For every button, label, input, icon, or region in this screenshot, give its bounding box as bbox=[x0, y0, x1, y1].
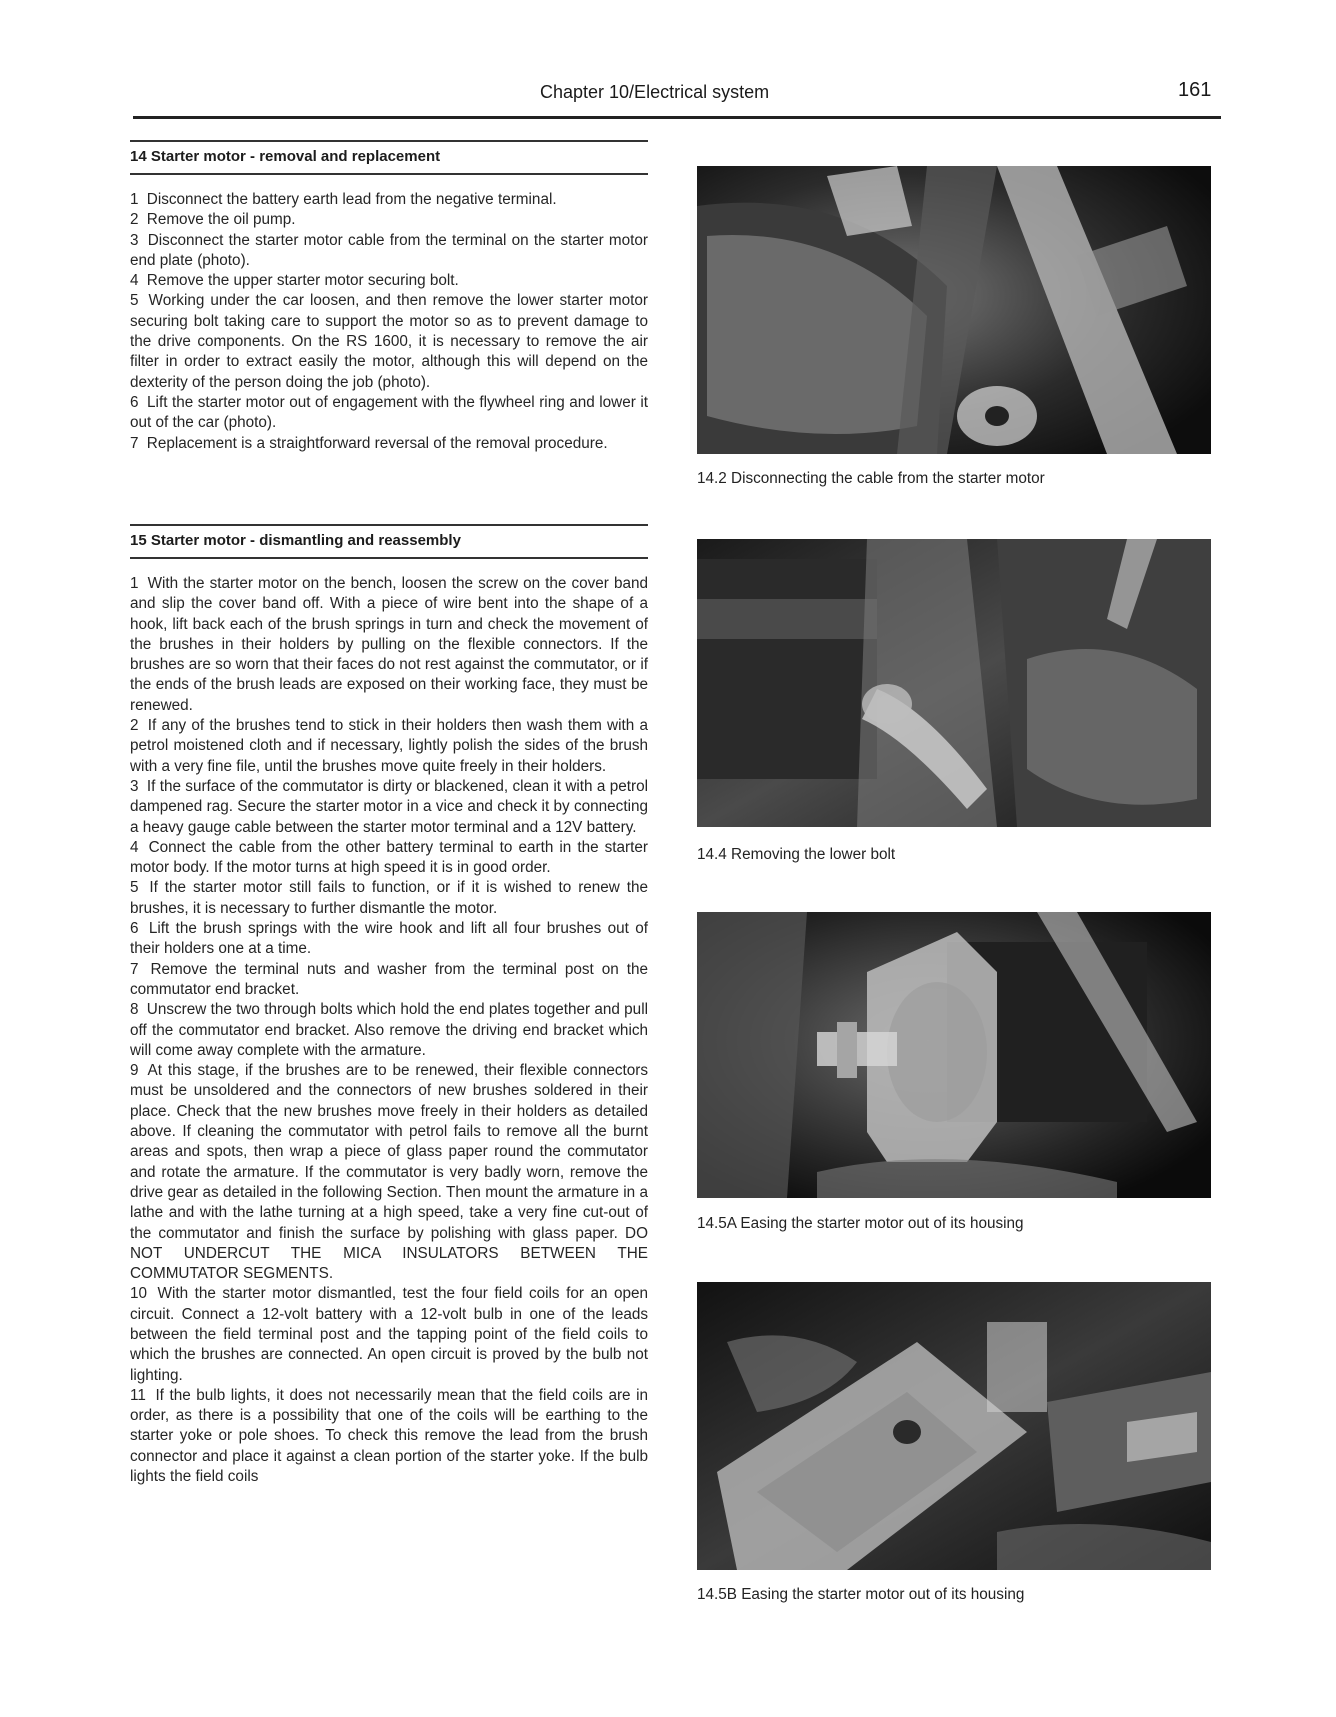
paragraph: 4 Remove the upper starter motor securing bolt. bbox=[130, 272, 459, 290]
photo-caption: 14.5B Easing the starter motor out of its housing bbox=[697, 1586, 1025, 1603]
paragraph: 6 Lift the starter motor out of engagement with the flywheel ring and lower it out of the car (photo). bbox=[130, 393, 648, 432]
photo-14-4 bbox=[697, 539, 1211, 827]
photo-14-5b bbox=[697, 1282, 1211, 1570]
paragraph: 5 If the starter motor still fails to function, or if it is wished to renew the brushes, it is necessary to further dismantle the motor. bbox=[130, 879, 649, 917]
section-15-body bbox=[130, 574, 648, 1487]
paragraph: 1 Disconnect the battery earth lead from the negative terminal. bbox=[130, 191, 557, 208]
paragraph: 1 With the starter motor on the bench, loosen the screw on the cover band and slip the cover band off. With a piece of wire bent into the shape of a hook, lift back each of the brush springs in turn and check the movement of the brushes in their holders by pulling on the flexible connectors. If the brushes are so worn that their faces do not rest against the commutator, or if the ends of the brush leads are exposed on their working face, they must be renewed. bbox=[130, 575, 648, 714]
photo-caption: 14.4 Removing the lower bolt bbox=[697, 846, 896, 863]
paragraph: 2 If any of the brushes tend to stick in their holders then wash them with a petrol moistened cloth and if necessary, lightly polish the sides of the brush with a very fine file, until the brushes move quite freely in their holders. bbox=[130, 717, 648, 775]
photo-caption: 14.2 Disconnecting the cable from the starter motor bbox=[697, 470, 1045, 487]
paragraph: 2 Remove the oil pump. bbox=[130, 211, 296, 229]
section-14-body bbox=[130, 190, 648, 454]
photo-14-2 bbox=[697, 166, 1211, 454]
paragraph: 3 Disconnect the starter motor cable from the terminal on the starter motor end plate (photo). bbox=[130, 231, 649, 269]
paragraph: 11 If the bulb lights, it does not necessarily mean that the field coils are in order, as there is a possibility that one of the coils will be earthing to the starter yoke or pole shoes. To check this remove the lead from the brush connector and place it against a clean portion of the starter yoke. If the bulb lights the field coils bbox=[130, 1386, 649, 1486]
header-rule bbox=[133, 116, 1221, 119]
paragraph: 3 If the surface of the commutator is dirty or blackened, clean it with a petrol dampened rag. Secure the starter motor in a vice and check it by connecting a heavy gauge cable between the starter motor terminal and a 12V battery. bbox=[130, 777, 649, 836]
paragraph: 10 With the starter motor dismantled, test the four field coils for an open circuit. Connect a 12-volt battery with a 12-volt bulb in one of the leads between the field terminal post and the tapping point of the field coils to which the brushes are connected. An open circuit is proved by the bulb not lighting. bbox=[130, 1285, 649, 1384]
paragraph: 5 Working under the car loosen, and then remove the lower starter motor securing bolt taking care to support the motor so as to prevent damage to the drive components. On the RS 1600, it is necessary to remove the air filter in order to extract easily the motor, although this will depend on the dexterity of the person doing the job (photo). bbox=[130, 292, 648, 391]
photo-caption: 14.5A Easing the starter motor out of its housing bbox=[697, 1215, 1024, 1232]
section-15-heading bbox=[130, 524, 648, 559]
chapter-title: Chapter 10/Electrical system bbox=[540, 82, 770, 102]
section-14-heading-text: 14 Starter motor - removal and replacement bbox=[130, 148, 441, 165]
paragraph: 4 Connect the cable from the other battery terminal to earth in the starter motor body. If the motor turns at high speed it is in good order. bbox=[130, 838, 649, 877]
section-14-heading bbox=[130, 140, 648, 175]
photo-14-5a bbox=[697, 912, 1211, 1198]
section-15-heading-text: 15 Starter motor - dismantling and reassembly bbox=[130, 532, 461, 549]
paragraph: 6 Lift the brush springs with the wire hook and lift all four brushes out of their holders one at a time. bbox=[130, 920, 648, 958]
page-number: 161 bbox=[1178, 79, 1212, 101]
paragraph: 7 Remove the terminal nuts and washer from the terminal post on the commutator end bracket. bbox=[130, 960, 649, 998]
paragraph: 7 Replacement is a straightforward reversal of the removal procedure. bbox=[130, 434, 608, 452]
paragraph: 9 At this stage, if the brushes are to be renewed, their flexible connectors must be unsoldered and the connectors of new brushes soldered in their place. Check that the new brushes move freely in their holders as detailed above. If cleaning the commutator with petrol fails to remove all the burnt areas and spots, then wrap a piece of glass paper round the commutator and rotate the armature. If the commutator is very badly worn, remove the drive gear as detailed in the following Section. Then mount the armature in a lathe and with the lathe turning at a high speed, take a very fine cut-out of the commutator and finish the surface by polishing with glass paper. DO NOT UNDERCUT THE MICA INSULATORS BETWEEN THE COMMUTATOR SEGMENTS. bbox=[130, 1062, 648, 1283]
paragraph: 8 Unscrew the two through bolts which hold the end plates together and pull off the commutator end bracket. Also remove the driving end bracket which will come away complete with the armature. bbox=[130, 1001, 648, 1059]
